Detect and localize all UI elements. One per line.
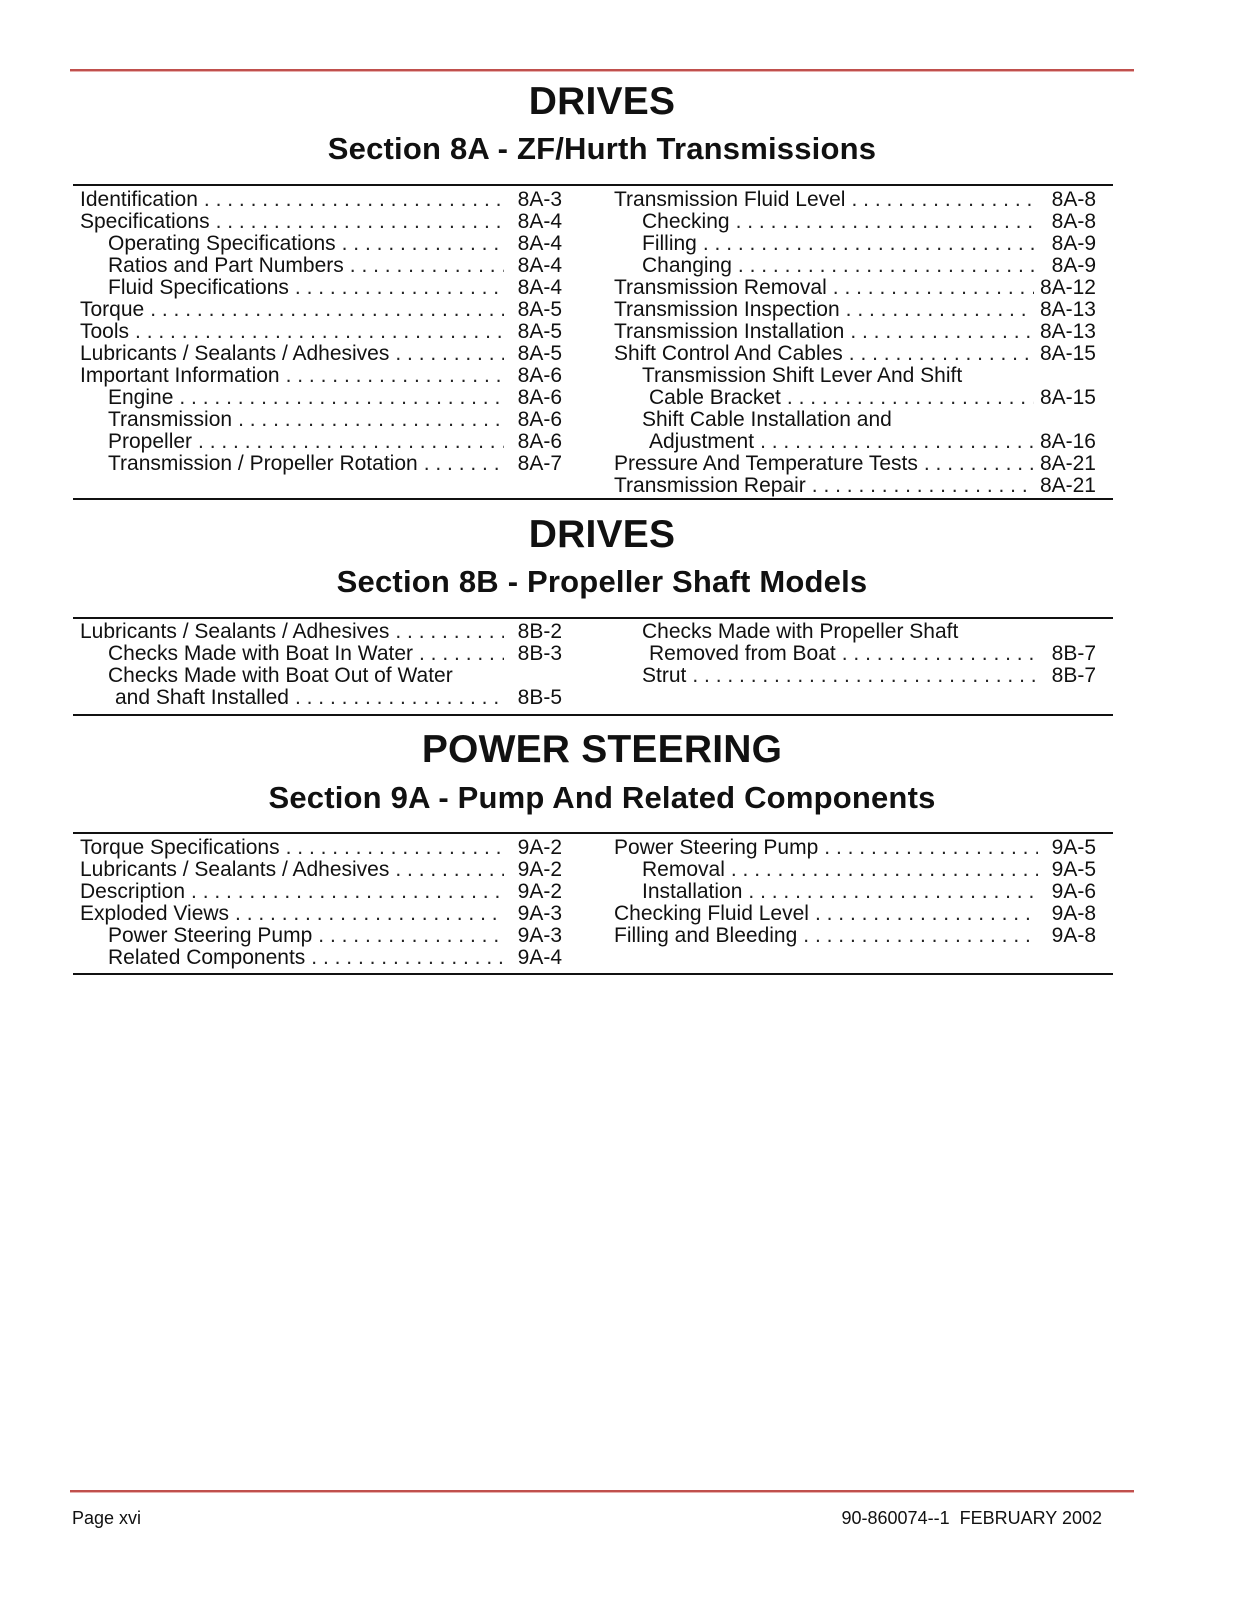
dot-leader — [812, 475, 1034, 497]
dot-leader — [731, 859, 1038, 881]
toc-entry-label: Checking Fluid Level — [614, 902, 809, 925]
dot-leader — [815, 903, 1038, 925]
dot-leader — [198, 431, 504, 453]
toc-entry — [80, 665, 562, 687]
toc-column-left — [80, 189, 562, 475]
toc-entry — [614, 643, 1096, 665]
toc-entry-label: Checks Made with Propeller Shaft — [642, 620, 959, 643]
toc-entry-label: Removed from Boat — [649, 642, 836, 665]
toc-entry-page: 8A-13 — [1039, 320, 1096, 343]
toc-entry-page: 9A-2 — [517, 836, 562, 859]
section-top-rule — [73, 832, 1113, 834]
toc-entry-label: Engine — [108, 386, 174, 409]
toc-entry-page: 9A-5 — [1051, 836, 1096, 859]
dot-leader — [842, 643, 1038, 665]
toc-entry-label: Installation — [642, 880, 743, 903]
toc-entry-page: 8A-5 — [517, 342, 562, 365]
section-bottom-rule — [73, 714, 1113, 716]
toc-entry-page: 8B-5 — [517, 686, 562, 709]
toc-entry-page: 9A-8 — [1051, 902, 1096, 925]
toc-column-left — [80, 621, 562, 709]
dot-leader — [204, 189, 504, 211]
toc-entry-label: Lubricants / Sealants / Adhesives — [80, 342, 390, 365]
toc-entry — [80, 947, 562, 969]
toc-entry-label: Propeller — [108, 430, 193, 453]
toc-entry-label: and Shaft Installed — [115, 686, 289, 709]
dot-leader — [286, 365, 504, 387]
toc-entry — [614, 475, 1096, 497]
toc-entry — [80, 925, 562, 947]
toc-entry — [614, 343, 1096, 365]
footer-rule — [70, 1490, 1134, 1493]
toc-entry-label: Transmission Repair — [614, 474, 806, 497]
section-top-rule — [73, 184, 1113, 186]
toc-entry — [80, 687, 562, 709]
toc-entry-page: 9A-3 — [517, 902, 562, 925]
toc-entry — [80, 299, 562, 321]
toc-entry-label: Torque Specifications — [80, 836, 280, 859]
dot-leader — [216, 211, 504, 233]
toc-entry-label: Lubricants / Sealants / Adhesives — [80, 620, 390, 643]
dot-leader — [849, 343, 1034, 365]
section-heading: DRIVES — [528, 80, 676, 123]
page-number: Page xvi — [72, 1508, 142, 1528]
dot-leader — [424, 453, 504, 475]
toc-entry-page: 9A-4 — [517, 946, 562, 969]
toc-entry-page: 8A-9 — [1051, 232, 1096, 255]
dot-leader — [395, 343, 504, 365]
toc-entry-label: Transmission Removal — [614, 276, 827, 299]
toc-entry-label: Adjustment — [649, 430, 755, 453]
toc-entry — [80, 233, 562, 255]
toc-entry-label: Related Components — [108, 946, 306, 969]
toc-entry — [614, 621, 1096, 643]
toc-entry — [614, 277, 1096, 299]
dot-leader — [833, 277, 1034, 299]
toc-entry-page: 8A-6 — [517, 408, 562, 431]
toc-entry-page: 9A-5 — [1051, 858, 1096, 881]
toc-entry-page: 8A-4 — [517, 276, 562, 299]
document-id: 90-860074--1 FEBRUARY 2002 — [841, 1508, 1102, 1528]
section-bottom-rule — [73, 973, 1113, 975]
dot-leader — [850, 321, 1034, 343]
toc-entry — [80, 621, 562, 643]
toc-column-right — [614, 837, 1096, 947]
dot-leader — [787, 387, 1034, 409]
toc-entry — [614, 859, 1096, 881]
toc-entry-page: 9A-2 — [517, 858, 562, 881]
toc-entry-label: Lubricants / Sealants / Adhesives — [80, 858, 390, 881]
toc-entry-label: Transmission Inspection — [614, 298, 840, 321]
toc-entry-label: Filling — [642, 232, 697, 255]
dot-leader — [135, 321, 504, 343]
dot-leader — [803, 925, 1038, 947]
toc-entry-page: 8A-15 — [1039, 342, 1096, 365]
toc-entry-page: 8A-9 — [1051, 254, 1096, 277]
toc-entry — [80, 453, 562, 475]
dot-leader — [286, 837, 504, 859]
toc-entry — [80, 859, 562, 881]
toc-entry — [614, 881, 1096, 903]
toc-entry-label: Ratios and Part Numbers — [108, 254, 344, 277]
toc-entry-page: 8A-4 — [517, 254, 562, 277]
toc-entry-label: Removal — [642, 858, 725, 881]
toc-entry-label: Checking — [642, 210, 730, 233]
toc-entry — [614, 211, 1096, 233]
toc-entry-page: 8A-8 — [1051, 210, 1096, 233]
toc-entry — [80, 837, 562, 859]
toc-entry-label: Operating Specifications — [108, 232, 336, 255]
toc-entry-label: Shift Cable Installation and — [642, 408, 892, 431]
toc-entry-label: Strut — [642, 664, 687, 687]
dot-leader — [824, 837, 1038, 859]
dot-leader — [295, 277, 504, 299]
section-heading: DRIVES — [528, 513, 676, 556]
dot-leader — [318, 925, 504, 947]
toc-entry — [614, 365, 1096, 387]
toc-entry-page: 8A-15 — [1039, 386, 1096, 409]
dot-leader — [395, 621, 504, 643]
toc-entry-label: Tools — [80, 320, 130, 343]
toc-entry — [614, 925, 1096, 947]
dot-leader — [760, 431, 1034, 453]
dot-leader — [738, 255, 1038, 277]
toc-entry-page: 8A-3 — [517, 188, 562, 211]
toc-entry-page: 8A-6 — [517, 386, 562, 409]
toc-entry-label: Torque — [80, 298, 145, 321]
toc-entry-page: 8A-4 — [517, 210, 562, 233]
toc-entry-label: Power Steering Pump — [614, 836, 819, 859]
section-bottom-rule — [73, 498, 1113, 500]
section-top-rule — [73, 617, 1113, 619]
toc-entry-label: Power Steering Pump — [108, 924, 313, 947]
section-subheading: Section 8A - ZF/Hurth Transmissions — [327, 131, 877, 166]
toc-entry-label: Transmission Shift Lever And Shift — [642, 364, 963, 387]
dot-leader — [342, 233, 504, 255]
dot-leader — [295, 687, 504, 709]
toc-entry — [614, 665, 1096, 687]
toc-entry-page: 8A-7 — [517, 452, 562, 475]
toc-entry — [80, 431, 562, 453]
toc-column-right — [614, 189, 1096, 497]
toc-entry — [80, 255, 562, 277]
dot-leader — [311, 947, 504, 969]
toc-entry — [80, 387, 562, 409]
toc-entry — [80, 365, 562, 387]
toc-entry — [614, 255, 1096, 277]
toc-entry — [80, 211, 562, 233]
toc-column-left — [80, 837, 562, 969]
toc-entry-page: 9A-2 — [517, 880, 562, 903]
toc-entry-label: Filling and Bleeding — [614, 924, 798, 947]
dot-leader — [350, 255, 504, 277]
toc-entry-label: Description — [80, 880, 186, 903]
toc-entry-page: 8A-12 — [1039, 276, 1096, 299]
toc-entry-page: 9A-6 — [1051, 880, 1096, 903]
toc-entry-label: Shift Control And Cables — [614, 342, 843, 365]
dot-leader — [692, 665, 1038, 687]
toc-entry-page: 8A-6 — [517, 364, 562, 387]
dot-leader — [191, 881, 504, 903]
section-subheading: Section 9A - Pump And Related Components — [268, 780, 936, 815]
toc-entry — [80, 409, 562, 431]
dot-leader — [419, 643, 504, 665]
toc-entry-label: Changing — [642, 254, 732, 277]
dot-leader — [703, 233, 1038, 255]
toc-entry — [614, 387, 1096, 409]
toc-entry-label: Transmission / Propeller Rotation — [108, 452, 418, 475]
toc-entry-label: Exploded Views — [80, 902, 230, 925]
dot-leader — [238, 409, 504, 431]
dot-leader — [736, 211, 1038, 233]
toc-entry — [80, 881, 562, 903]
toc-entry-label: Identification — [80, 188, 198, 211]
toc-entry — [80, 343, 562, 365]
toc-entry-label: Specifications — [80, 210, 210, 233]
toc-entry — [614, 431, 1096, 453]
dot-leader — [924, 453, 1034, 475]
toc-entry-page: 8B-2 — [517, 620, 562, 643]
toc-entry-label: Transmission Installation — [614, 320, 845, 343]
toc-entry-page: 8A-4 — [517, 232, 562, 255]
toc-entry-page: 8B-7 — [1051, 642, 1096, 665]
toc-entry — [614, 189, 1096, 211]
toc-entry-page: 8A-8 — [1051, 188, 1096, 211]
toc-entry-page: 8A-6 — [517, 430, 562, 453]
dot-leader — [235, 903, 504, 925]
section-heading: POWER STEERING — [421, 728, 783, 771]
toc-entry-label: Important Information — [80, 364, 280, 387]
header-rule — [70, 69, 1134, 72]
toc-entry — [614, 321, 1096, 343]
toc-entry-label: Transmission — [108, 408, 233, 431]
toc-entry — [80, 643, 562, 665]
toc-entry-page: 8A-16 — [1039, 430, 1096, 453]
toc-entry-page: 8B-3 — [517, 642, 562, 665]
dot-leader — [179, 387, 504, 409]
toc-entry — [614, 233, 1096, 255]
toc-entry-label: Pressure And Temperature Tests — [614, 452, 918, 475]
toc-entry — [614, 903, 1096, 925]
section-subheading: Section 8B - Propeller Shaft Models — [336, 564, 868, 599]
toc-entry — [614, 837, 1096, 859]
toc-entry-label: Checks Made with Boat In Water — [108, 642, 414, 665]
toc-entry — [80, 189, 562, 211]
toc-entry-label: Checks Made with Boat Out of Water — [108, 664, 453, 687]
toc-entry-page: 8A-5 — [517, 320, 562, 343]
toc-entry-label: Cable Bracket — [649, 386, 781, 409]
toc-entry — [80, 903, 562, 925]
toc-entry-page: 8A-5 — [517, 298, 562, 321]
toc-entry-page: 8B-7 — [1051, 664, 1096, 687]
toc-entry-page: 9A-8 — [1051, 924, 1096, 947]
toc-entry — [80, 321, 562, 343]
dot-leader — [748, 881, 1038, 903]
toc-entry-label: Fluid Specifications — [108, 276, 289, 299]
toc-entry-page: 9A-3 — [517, 924, 562, 947]
toc-entry — [614, 409, 1096, 431]
toc-entry — [614, 299, 1096, 321]
dot-leader — [150, 299, 504, 321]
dot-leader — [846, 299, 1034, 321]
toc-entry-label: Transmission Fluid Level — [614, 188, 846, 211]
toc-entry — [80, 277, 562, 299]
dot-leader — [395, 859, 504, 881]
dot-leader — [851, 189, 1038, 211]
toc-entry-page: 8A-21 — [1039, 474, 1096, 497]
toc-entry-page: 8A-13 — [1039, 298, 1096, 321]
toc-entry-page: 8A-21 — [1039, 452, 1096, 475]
toc-column-right — [614, 621, 1096, 687]
toc-entry — [614, 453, 1096, 475]
